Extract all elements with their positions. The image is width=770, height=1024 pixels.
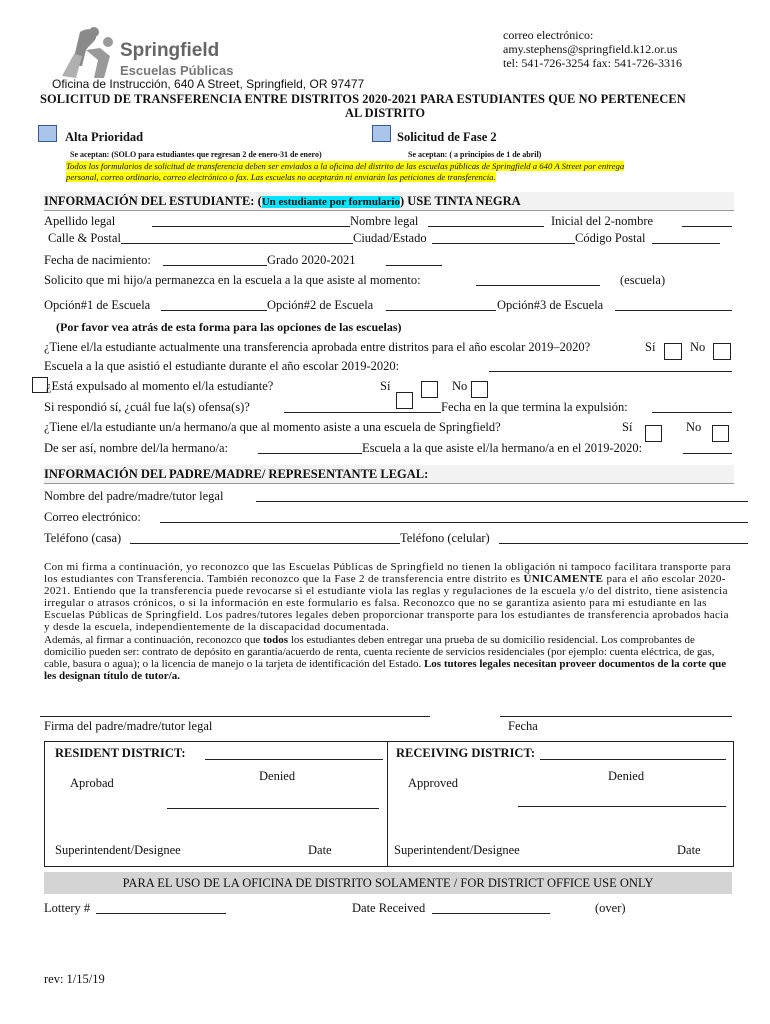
one-student-highlight: Un estudiante por formulario: [261, 196, 400, 208]
grade-field[interactable]: [386, 265, 442, 266]
agreement-p2c: los estudiantes deben entregar una prueba de su domicilio residencial. Los comprobantes de domicilio pueden ser: contrato de depósito en garantía/acuerdo de renta, cuenta reciente de servicios residenciales (por ejemplo: cuenta eléctrica, de gas, cable, basura o agua); o la licencia de manejo o la tarjeta de identificación del Estado.: [44, 633, 715, 670]
transfer-question: ¿Tiene el/la estudiante actualmente una transferencia aprobada entre distritos para el año escolar 2019–2020?: [44, 340, 591, 354]
agreement-p2b: todos: [263, 633, 289, 646]
student-heading-text: [44, 194, 521, 209]
expelled-no-checkbox[interactable]: [471, 381, 488, 398]
sibling-question: ¿Tiene el/la estudiante un/a hermano/a que al momento asiste a una escuela de Springfield?: [44, 420, 501, 434]
transfer-yes-checkbox[interactable]: [664, 343, 682, 360]
last-name-label: Apellido legal: [44, 214, 116, 228]
student-heading-suffix: ) USE TINTA NEGRA: [399, 194, 521, 208]
offense-checkbox[interactable]: [396, 392, 413, 409]
resident-superintendent-label: Superintendent/Designee: [55, 843, 181, 857]
sibling-no-checkbox[interactable]: [712, 425, 729, 442]
agreement-paragraph-2: [44, 634, 734, 682]
sibling-school-field[interactable]: [683, 453, 732, 454]
stay-request-label: Solicito que mi hijo/a permanezca en la escuela a la que asiste al momento:: [44, 273, 421, 287]
sibling-no-label: No: [686, 420, 702, 434]
first-name-label: Nombre legal: [350, 214, 419, 228]
city-field[interactable]: [432, 243, 575, 244]
resident-district-title: RESIDENT DISTRICT:: [55, 746, 186, 760]
transfer-no-label: No: [690, 340, 706, 354]
signature-label: Firma del padre/madre/tutor legal: [44, 719, 213, 733]
option3-label: Opción#3 de Escuela: [497, 298, 604, 312]
see-back-note: (Por favor vea atrás de esta forma para las opciones de las escuelas): [56, 320, 402, 334]
student-section-heading: [44, 192, 734, 211]
agreement-p1a: Con mi firma a continuación, yo reconozco que las Escuelas Públicas de Springfield no tienen la obligación ni tampoco facilitara transporte para los estudiantes con Transferencia. También reconozco que la Fase 2 de transferencia entre distrito es: [44, 561, 731, 586]
home-phone-field[interactable]: [130, 543, 400, 544]
resident-decision-line: [167, 808, 379, 809]
figures-icon: [60, 26, 122, 82]
agreement-paragraph-1: [44, 561, 734, 634]
receiving-district-title: RECEIVING DISTRICT:: [396, 746, 536, 760]
option2-label: Opción#2 de Escuela: [267, 298, 374, 312]
signature-date-label: Fecha: [508, 719, 538, 733]
phase2-label: Solicitud de Fase 2: [397, 130, 497, 144]
receiving-superintendent-label: Superintendent/Designee: [394, 843, 520, 857]
agreement-p1b: ÚNICAMENTE: [523, 573, 604, 586]
current-school-field[interactable]: [476, 285, 600, 286]
sibling-school-label: Escuela a la que asiste el/la hermano/a en el 2019-2020:: [362, 441, 643, 455]
resident-title-line: [205, 759, 383, 760]
resident-approved-label[interactable]: Aprobad: [70, 776, 114, 790]
cell-phone-field[interactable]: [499, 543, 748, 544]
form-title-line2: AL DISTRITO: [345, 106, 425, 120]
zip-label: Código Postal: [575, 231, 646, 245]
office-address: Oficina de Instrucción, 640 A Street, Springfield, OR 97477: [52, 77, 365, 91]
receiving-denied-label[interactable]: Denied: [608, 769, 645, 783]
grade-label: Grado 2020-2021: [267, 253, 356, 267]
signature-field[interactable]: [40, 716, 430, 717]
agreement-p1c: para el año escolar 2020-2021. Entiendo que la transferencia puede revocarse si el estudiante viola las reglas y regulaciones de la escuela y/o del distrito, tiene asistencia irregular o atrasos crónicos, o si la información en este formulario es falsa. Reconozco que no se garantiza asiento para mi estudiante en las Escuelas Públicas de Springfield. Los padres/tutores legales deben proporcionar transporte para los estudiantes de transferencia aprobados hacia y desde la escuela, independientemente de la discapacidad documentada.: [44, 573, 729, 634]
receiving-date-label: Date: [677, 843, 701, 857]
submission-note-line2: personal, correo ordinario, correo electrónico o fax. Las escuelas no aceptarán ni enviarán las peticiones de transferencia.: [66, 172, 496, 182]
form-title-line1: SOLICITUD DE TRANSFERENCIA ENTRE DISTRITOS 2020-2021 PARA ESTUDIANTES QUE NO PERTENECEN: [40, 92, 686, 106]
school-attended-label: Escuela a la que asistió el estudiante durante el año escolar 2019-2020:: [44, 359, 400, 373]
high-priority-checkbox[interactable]: [38, 125, 57, 142]
transfer-yes-label: Sí: [645, 340, 656, 354]
lottery-label: Lottery #: [44, 901, 91, 915]
school-suffix: (escuela): [620, 273, 666, 287]
date-received-field[interactable]: [432, 913, 550, 914]
contact-email-label: correo electrónico:: [503, 28, 594, 42]
date-received-label: Date Received: [352, 901, 426, 915]
option1-field[interactable]: [161, 310, 267, 311]
submission-note-line1: Todos los formularios de solicitud de transferencia deben ser enviados a la oficina del distrito de las escuelas públicas de Springfield a 640 A Street por entrega: [66, 161, 625, 171]
high-priority-note: Se aceptan: (SOLO para estudiantes que regresan 2 de enero-31 de enero): [70, 150, 322, 159]
parent-section-heading: [44, 465, 734, 484]
student-heading-prefix: INFORMACIÓN DEL ESTUDIANTE: (: [44, 194, 262, 208]
office-use-banner-text: PARA EL USO DE LA OFICINA DE DISTRITO SOLAMENTE / FOR DISTRICT OFFICE USE ONLY: [122, 876, 654, 890]
logo-name: Springfield: [120, 40, 220, 61]
district-logo: [60, 26, 234, 82]
street-label: Calle & Postal: [48, 231, 121, 245]
submission-note: [66, 161, 624, 183]
street-field[interactable]: [121, 243, 353, 244]
receiving-district-box: [387, 741, 734, 867]
logo-subtitle: Escuelas Públicas: [120, 63, 234, 78]
resident-date-label: Date: [308, 843, 332, 857]
city-label: Ciudad/Estado: [353, 231, 427, 245]
revision-label: rev: 1/15/19: [44, 972, 105, 986]
sibling-yes-label: Sí: [622, 420, 633, 434]
receiving-approved-label[interactable]: Approved: [408, 776, 458, 790]
agreement-p2d: Los tutores legales necesitan proveer documentos de la corte que les designan título de tutor/a.: [44, 657, 727, 682]
receiving-decision-line: [518, 806, 726, 807]
last-name-field[interactable]: [152, 226, 350, 227]
agreement-p2a: Además, al firmar a continuación, reconozco que: [44, 633, 263, 646]
expelled-yes-checkbox[interactable]: [421, 381, 438, 398]
high-priority-label: Alta Prioridad: [65, 130, 144, 144]
expulsion-end-label: Fecha en la que termina la expulsión:: [441, 400, 628, 414]
option1-label: Opción#1 de Escuela: [44, 298, 151, 312]
parent-heading-text: INFORMACIÓN DEL PADRE/MADRE/ REPRESENTANTE LEGAL:: [44, 467, 429, 481]
phase2-checkbox[interactable]: [372, 125, 391, 142]
offense-question: Si respondió sí, ¿cuál fue la(s) ofensa(s)?: [44, 400, 250, 414]
parent-email-field[interactable]: [160, 522, 748, 523]
expelled-yes-label: Sí: [380, 379, 391, 393]
contact-email[interactable]: amy.stephens@springfield.k12.or.us: [503, 42, 678, 56]
option2-field[interactable]: [386, 310, 496, 311]
expelled-no-label: No: [452, 379, 468, 393]
receiving-title-line: [540, 759, 726, 760]
cell-phone-label: Teléfono (celular): [400, 531, 490, 545]
middle-initial-label: Inicial del 2-nombre: [551, 214, 654, 228]
resident-district-box: [44, 741, 389, 867]
home-phone-label: Teléfono (casa): [44, 531, 122, 545]
resident-denied-label[interactable]: Denied: [259, 769, 296, 783]
over-label: (over): [595, 901, 626, 915]
expelled-question: ¿Está expulsado al momento el/la estudiante?: [46, 379, 274, 393]
sibling-yes-checkbox[interactable]: [645, 425, 662, 442]
parent-name-field[interactable]: [256, 501, 748, 502]
office-use-banner: [44, 872, 732, 894]
first-name-field[interactable]: [428, 226, 544, 227]
parent-email-label: Correo electrónico:: [44, 510, 141, 524]
transfer-no-checkbox[interactable]: [713, 343, 731, 360]
school-attended-field[interactable]: [489, 371, 732, 372]
zip-field[interactable]: [652, 243, 720, 244]
middle-initial-field[interactable]: [682, 226, 732, 227]
agreement-text: [44, 561, 734, 682]
signature-date-field[interactable]: [500, 716, 732, 717]
sibling-name-label: De ser así, nombre del/la hermano/a:: [44, 441, 228, 455]
option3-field[interactable]: [615, 310, 732, 311]
offense-field[interactable]: [284, 412, 441, 413]
dob-field[interactable]: [163, 265, 267, 266]
parent-name-label: Nombre del padre/madre/tutor legal: [44, 489, 224, 503]
phase2-note: Se aceptan: ( a principios de 1 de abril): [408, 150, 542, 159]
sibling-name-field[interactable]: [258, 453, 362, 454]
contact-phone-fax: tel: 541-726-3254 fax: 541-726-3316: [503, 56, 682, 70]
dob-label: Fecha de nacimiento:: [44, 253, 151, 267]
expulsion-end-field[interactable]: [652, 412, 732, 413]
lottery-field[interactable]: [96, 913, 226, 914]
